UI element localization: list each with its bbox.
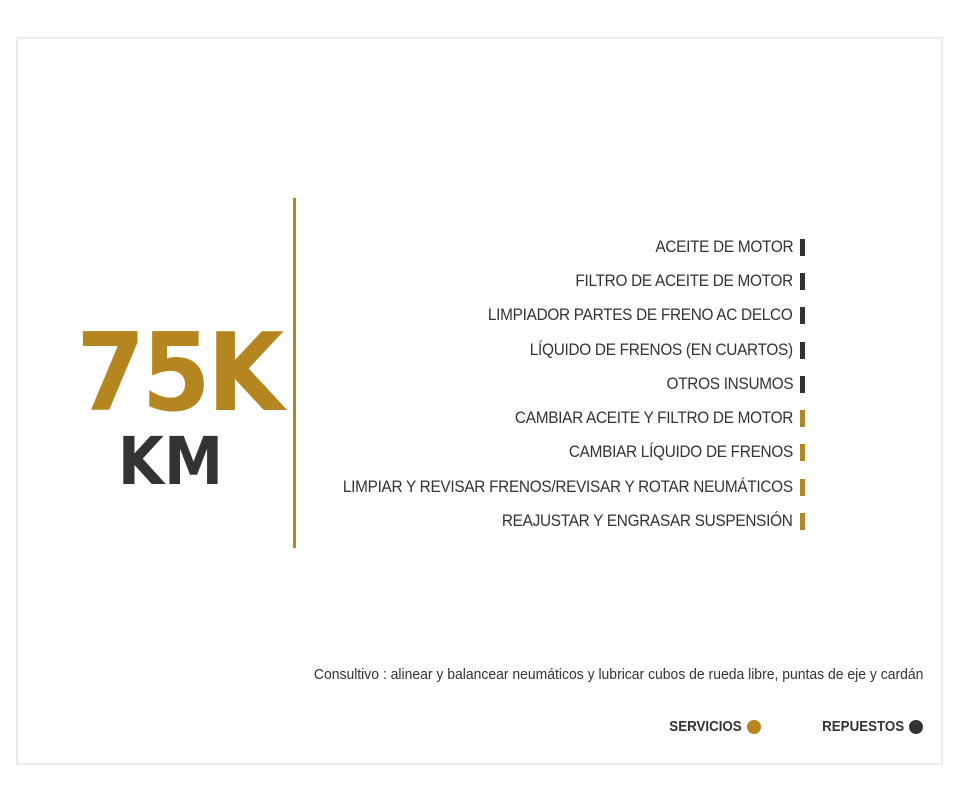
item-label: LÍQUIDO DE FRENOS (EN CUARTOS) <box>529 340 793 359</box>
service-dot-icon <box>747 720 761 734</box>
list-item <box>300 504 805 538</box>
service-marker-icon <box>800 513 805 530</box>
parts-marker-icon <box>800 239 805 256</box>
legend-label: REPUESTOS <box>821 719 904 735</box>
list-item <box>300 367 805 401</box>
list-item <box>300 470 805 504</box>
vertical-divider <box>293 198 296 548</box>
item-label: REAJUSTAR Y ENGRASAR SUSPENSIÓN <box>502 512 793 531</box>
list-item <box>300 436 805 470</box>
list-item <box>300 401 805 435</box>
list-item <box>300 264 805 298</box>
parts-marker-icon <box>800 273 805 290</box>
milestone-badge <box>68 311 281 500</box>
maintenance-items-list <box>300 230 805 539</box>
parts-marker-icon <box>800 376 805 393</box>
item-label: FILTRO DE ACEITE DE MOTOR <box>575 271 793 290</box>
list-item <box>300 299 805 333</box>
item-label: LIMPIADOR PARTES DE FRENO AC DELCO <box>488 306 793 325</box>
item-label: OTROS INSUMOS <box>666 374 793 393</box>
list-item <box>300 230 805 264</box>
parts-marker-icon <box>800 342 805 359</box>
legend-item-servicios <box>663 719 761 735</box>
item-label: ACEITE DE MOTOR <box>655 237 793 256</box>
legend <box>663 719 923 735</box>
list-item <box>300 333 805 367</box>
item-label: CAMBIAR ACEITE Y FILTRO DE MOTOR <box>514 409 793 428</box>
service-marker-icon <box>800 410 805 427</box>
legend-item-repuestos <box>815 719 923 735</box>
milestone-number: 75K <box>76 311 281 436</box>
service-marker-icon <box>800 444 805 461</box>
advisory-note: Consultivo : alinear y balancear neumáticos y lubricar cubos de rueda libre, puntas de eje y cardán <box>313 666 923 683</box>
parts-dot-icon <box>909 720 923 734</box>
service-marker-icon <box>800 479 805 496</box>
item-label: LIMPIAR Y REVISAR FRENOS/REVISAR Y ROTAR NEUMÁTICOS <box>343 477 793 496</box>
parts-marker-icon <box>800 307 805 324</box>
milestone-unit: KM <box>117 423 224 500</box>
item-label: CAMBIAR LÍQUIDO DE FRENOS <box>568 443 793 462</box>
legend-label: SERVICIOS <box>669 719 742 735</box>
